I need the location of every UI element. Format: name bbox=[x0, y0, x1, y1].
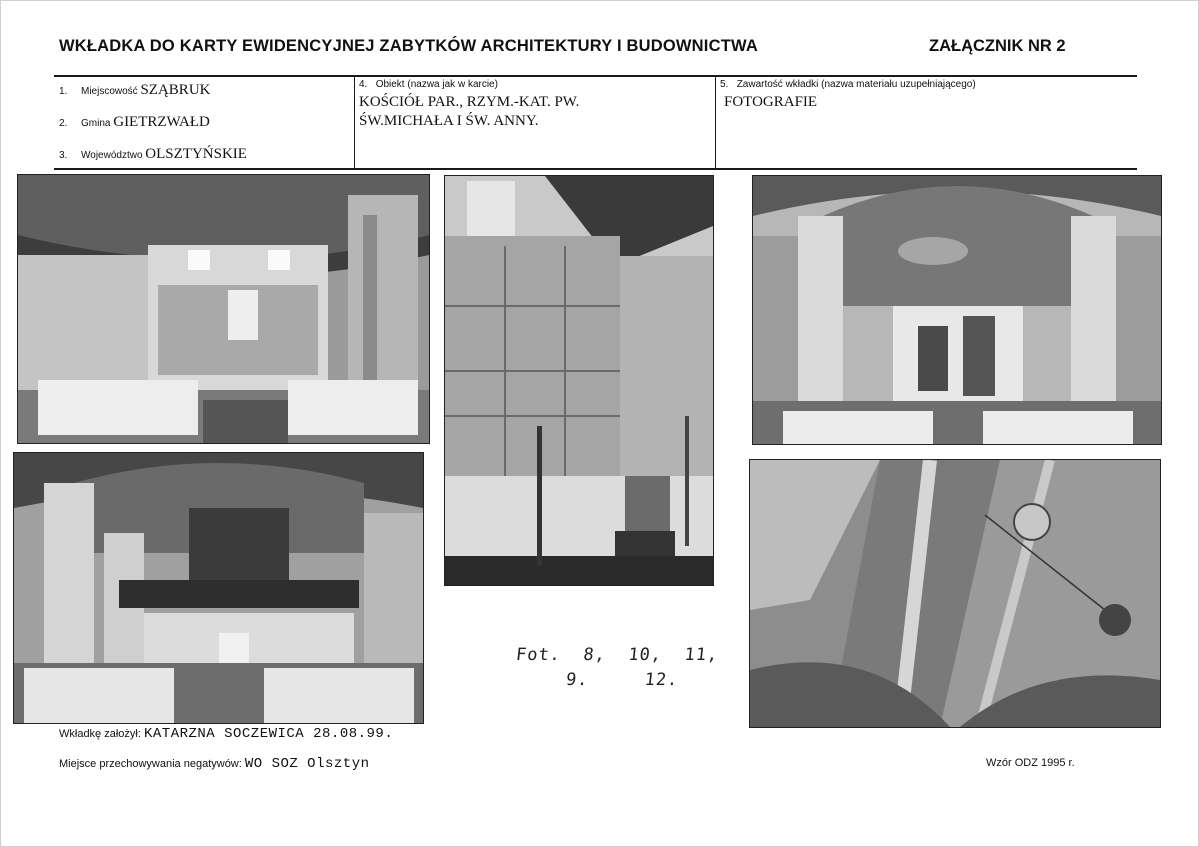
photo-numbers-line1: Fot. 8, 10, 11, bbox=[514, 645, 720, 665]
content-label: 5. Zawartość wkładki (nazwa materiału uzupełniającego) bbox=[720, 79, 976, 90]
object-value-line1: KOŚCIÓŁ PAR., RZYM.-KAT. PW. bbox=[359, 94, 580, 110]
voivodeship-field: 3. Województwo OLSZTYŃSKIE bbox=[59, 146, 247, 162]
locality-field: 1. Miejscowość SZĄBRUK bbox=[59, 82, 211, 98]
created-by bbox=[59, 726, 393, 742]
locality-value: SZĄBRUK bbox=[140, 82, 211, 98]
photo-organ-loft bbox=[13, 452, 424, 724]
negatives-storage bbox=[59, 756, 370, 772]
content-value: FOTOGRAFIE bbox=[724, 94, 818, 110]
header-bottom-rule bbox=[54, 168, 1137, 170]
cell-divider-2 bbox=[715, 77, 716, 170]
photo-nave-toward-altar bbox=[17, 174, 430, 444]
commune-label: Gmina bbox=[81, 118, 111, 129]
object-label: 4. Obiekt (nazwa jak w karcie) bbox=[359, 79, 498, 90]
locality-label: Miejscowość bbox=[81, 86, 138, 97]
photo-wall-paintings-corner bbox=[444, 175, 714, 586]
negatives-storage-value: WO SOZ Olsztyn bbox=[244, 756, 370, 772]
header-top-rule bbox=[54, 75, 1137, 77]
form-pattern: Wzór ODZ 1995 r. bbox=[986, 757, 1075, 769]
created-by-value: KATARZNA SOCZEWICA 28.08.99. bbox=[143, 726, 394, 742]
annex-number: ZAŁĄCZNIK NR 2 bbox=[929, 37, 1066, 55]
voivodeship-value: OLSZTYŃSKIE bbox=[145, 146, 247, 162]
negatives-storage-label: Miejsce przechowywania negatywów: bbox=[59, 758, 242, 770]
cell-divider-1 bbox=[354, 77, 355, 170]
document-title: WKŁADKA DO KARTY EWIDENCYJNEJ ZABYTKÓW ARCHITEKTURY I BUDOWNICTWA bbox=[59, 37, 758, 55]
photo-numbers-line2: 9. 12. bbox=[564, 670, 680, 690]
created-by-label: Wkładkę założył: bbox=[59, 728, 141, 740]
voivodeship-label: Województwo bbox=[81, 150, 143, 161]
photo-nave-main-altar bbox=[752, 175, 1162, 445]
object-value-line2: ŚW.MICHAŁA I ŚW. ANNY. bbox=[359, 113, 539, 129]
commune-value: GIETRZWAŁD bbox=[113, 114, 210, 130]
photo-painted-vault bbox=[749, 459, 1161, 728]
commune-field: 2. Gmina GIETRZWAŁD bbox=[59, 114, 210, 130]
